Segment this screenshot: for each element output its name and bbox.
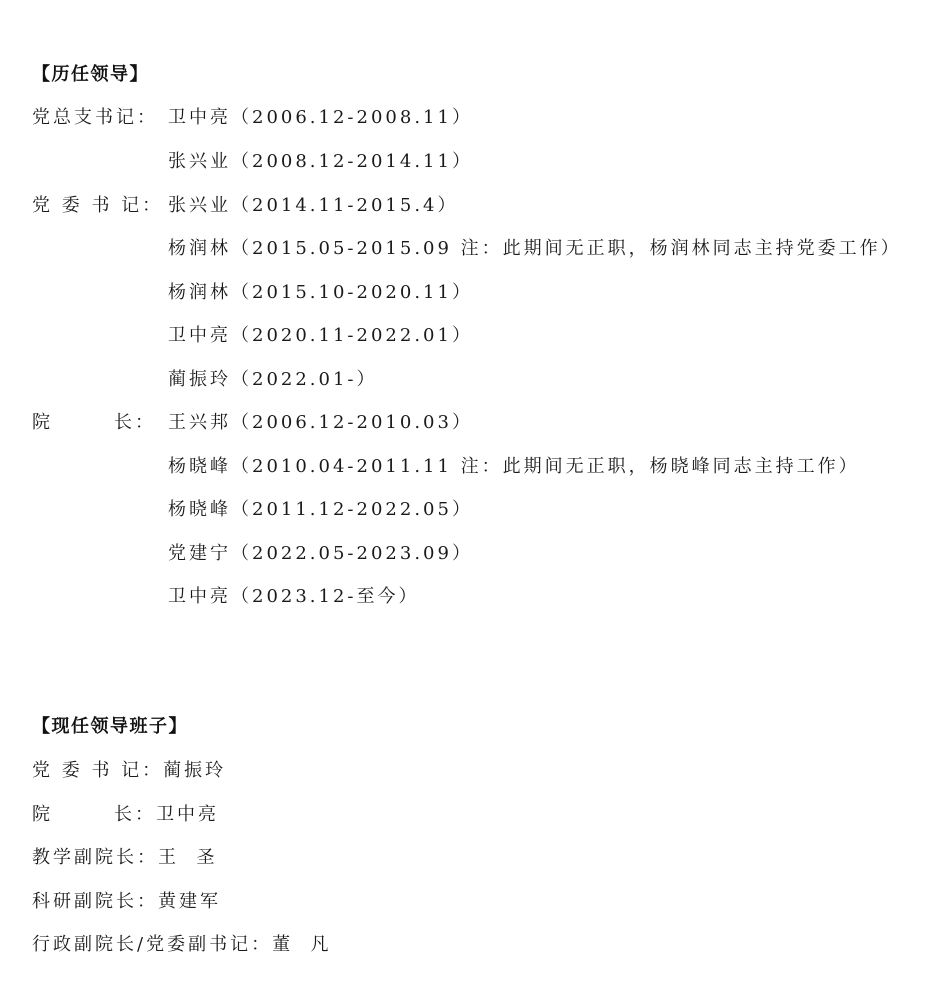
history-row — [32, 368, 378, 392]
history-row — [32, 585, 420, 609]
history-row — [32, 281, 473, 305]
history-row — [32, 498, 473, 522]
entry-text: 卫中亮（2020.11-2022.01） — [168, 325, 473, 346]
history-row — [32, 150, 473, 174]
current-member-row — [32, 759, 226, 783]
history-row — [32, 411, 473, 435]
role-label: 党总支书记： — [32, 107, 158, 128]
history-row — [32, 455, 860, 479]
entry-text: 张兴业（2014.11-2015.4） — [168, 195, 459, 216]
history-row — [32, 542, 473, 566]
history-section-title: 【历任领导】 — [32, 64, 149, 85]
role-label: 党 委 书 记： — [32, 195, 164, 216]
member-name: 卫中亮 — [156, 804, 220, 825]
entry-text: 张兴业（2008.12-2014.11） — [168, 151, 473, 172]
current-member-row — [32, 846, 217, 870]
member-name: 黄建军 — [158, 891, 221, 912]
history-row — [32, 324, 473, 348]
entry-text: 党建宁（2022.05-2023.09） — [168, 543, 473, 564]
role-label: 党 委 书 记： — [32, 760, 164, 781]
entry-text: 卫中亮（2023.12-至今） — [168, 586, 420, 607]
member-name: 董 凡 — [272, 934, 332, 955]
current-member-row — [32, 890, 221, 914]
member-name: 王 圣 — [158, 847, 218, 868]
role-label: 院 长： — [32, 412, 157, 433]
entry-text: 杨润林（2015.10-2020.11） — [168, 282, 473, 303]
role-label: 科研副院长： — [32, 891, 158, 912]
entry-text: 杨润林（2015.05-2015.09 注：此期间无正职，杨润林同志主持党委工作） — [168, 238, 902, 259]
current-member-row — [32, 933, 332, 957]
entry-text: 蔺振玲（2022.01-） — [168, 369, 378, 390]
history-row — [32, 194, 459, 218]
entry-text: 卫中亮（2006.12-2008.11） — [168, 107, 473, 128]
role-label: 教学副院长： — [32, 847, 158, 868]
history-row — [32, 237, 902, 261]
entry-text: 王兴邦（2006.12-2010.03） — [168, 412, 473, 433]
history-row — [32, 106, 473, 130]
role-label: 行政副院长/党委副书记： — [32, 934, 273, 955]
member-name: 蔺振玲 — [163, 760, 227, 781]
current-member-row — [32, 803, 219, 827]
current-section-title: 【现任领导班子】 — [32, 716, 188, 737]
entry-text: 杨晓峰（2011.12-2022.05） — [168, 499, 473, 520]
entry-text: 杨晓峰（2010.04-2011.11 注：此期间无正职，杨晓峰同志主持工作） — [168, 456, 860, 477]
role-label: 院 长： — [32, 804, 157, 825]
